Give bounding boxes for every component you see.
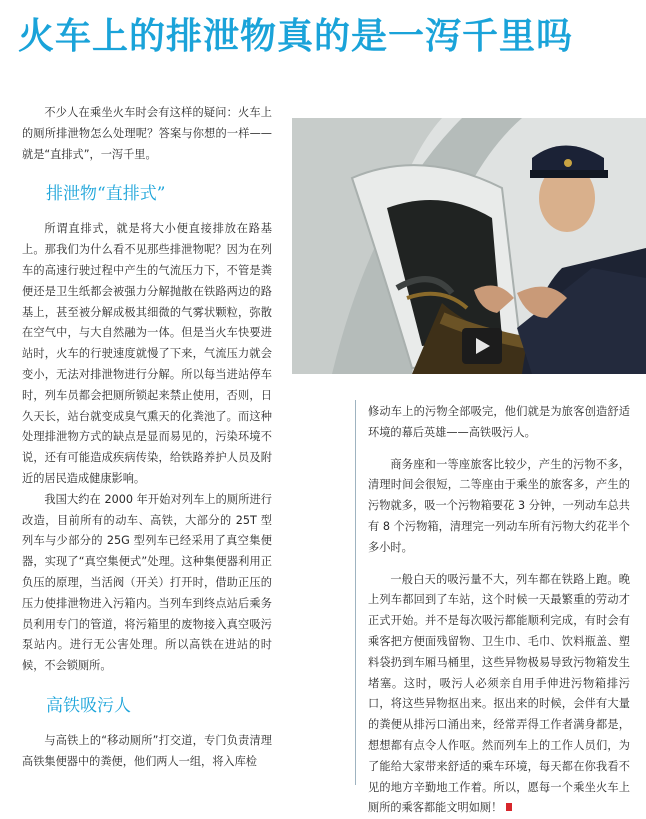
article-title: 火车上的排泄物真的是一泻千里吗 — [18, 16, 574, 57]
closing-paragraph-text: 一般白天的吸污量不大，列车都在铁路上跑。晚上列车都回到了车站，这个时候一天最繁重的劳动才正式开始。并不是每次吸污都能顺利完成，有时会有乘客把方便面残留物、卫生巾、毛巾、饮料瓶盖、塑料袋扔到车厢马桶里，这些异物极易导致污物箱发生堵塞。这时，吸污人必须亲自用手伸进污物箱排污口，将这些异物抠出来。抠出来的时候，会伴有大量的粪便从排污口涌出来，经常弄得工作者满身都是，想想都有点令人作呕。然而列车上的工作人员们，为了能给大家带来舒适的乘车环境，每天都在你我看不见的地方辛勤地工作着。所以，愿每一个乘坐火车上厕所的乘客都能文明如厕！ — [368, 572, 630, 815]
body-paragraph: 商务座和一等座旅客比较少，产生的污物不多，清理时间会很短，二等座由于乘坐的旅客多，产生的污物就多，吸一个污物箱要花 3 分钟，一列动车总共有 8 个污物箱，清理完一列动车所有污物大约花半个多小时。 — [368, 457, 630, 554]
end-mark-icon — [506, 803, 512, 811]
worker-photo — [292, 118, 646, 374]
left-column — [22, 103, 272, 773]
body-paragraph: 我国大约在 2000 年开始对列车上的厕所进行改造，目前所有的动车、高铁，大部分的 25T 型列车与少部分的 25G 型列车已经采用了真空集便器，实现了“真空集便式”处理。这种集便器利用正负压的原理，当活阀（开关）打开时，借助正压的压力使排泄物进入污箱内。当列车到终点站后乘务员利用专门的管道，将污箱里的废物接入真空吸污泵站内。进行无公害处理。所以高铁在进站的时候，不会锁厕所。 — [22, 492, 272, 673]
right-column — [368, 402, 630, 819]
body-paragraph: 与高铁上的“移动厕所”打交道，专门负责清理高铁集便器中的粪便，他们两人一组，将入库检 — [22, 733, 272, 768]
body-paragraph — [368, 570, 630, 819]
column-divider — [355, 400, 356, 785]
intro-paragraph: 不少人在乘坐火车时会有这样的疑问：火车上的厕所排泄物怎么处理呢？答案与你想的一样——就是“直排式”，一泻千里。 — [22, 106, 272, 161]
body-paragraph: 所谓直排式，就是将大小便直接排放在路基上。那我们为什么看不见那些排泄物呢？因为在列车的高速行驶过程中产生的气流压力下，不管是粪便还是卫生纸都会被强力分解抛散在铁路两边的路基上，甚至被分解成极其细微的气雾状颗粒，弥散在空气中，与大自然融为一体。但是当火车快要进站时，火车的行驶速度就慢了下来，气流压力就会变小，无法对排泄物进行分解。所以每当进站停车时，列车员都会把厕所锁起来禁止使用，否则，日久天长，站台就变成臭气熏天的化粪池了。而这种处理排泄物方式的缺点是显而易见的，污染环境不说，还有可能造成疾病传染，给铁路养护人员及附近的居民造成健康影响。 — [22, 222, 272, 485]
section-heading-direct-discharge: 排泄物“直排式” — [46, 184, 166, 205]
worker-illustration — [292, 118, 646, 374]
section-heading-sewage-workers: 高铁吸污人 — [46, 695, 131, 716]
body-paragraph: 修动车上的污物全部吸完，他们就是为旅客创造舒适环境的幕后英雄——高铁吸污人。 — [368, 405, 630, 439]
